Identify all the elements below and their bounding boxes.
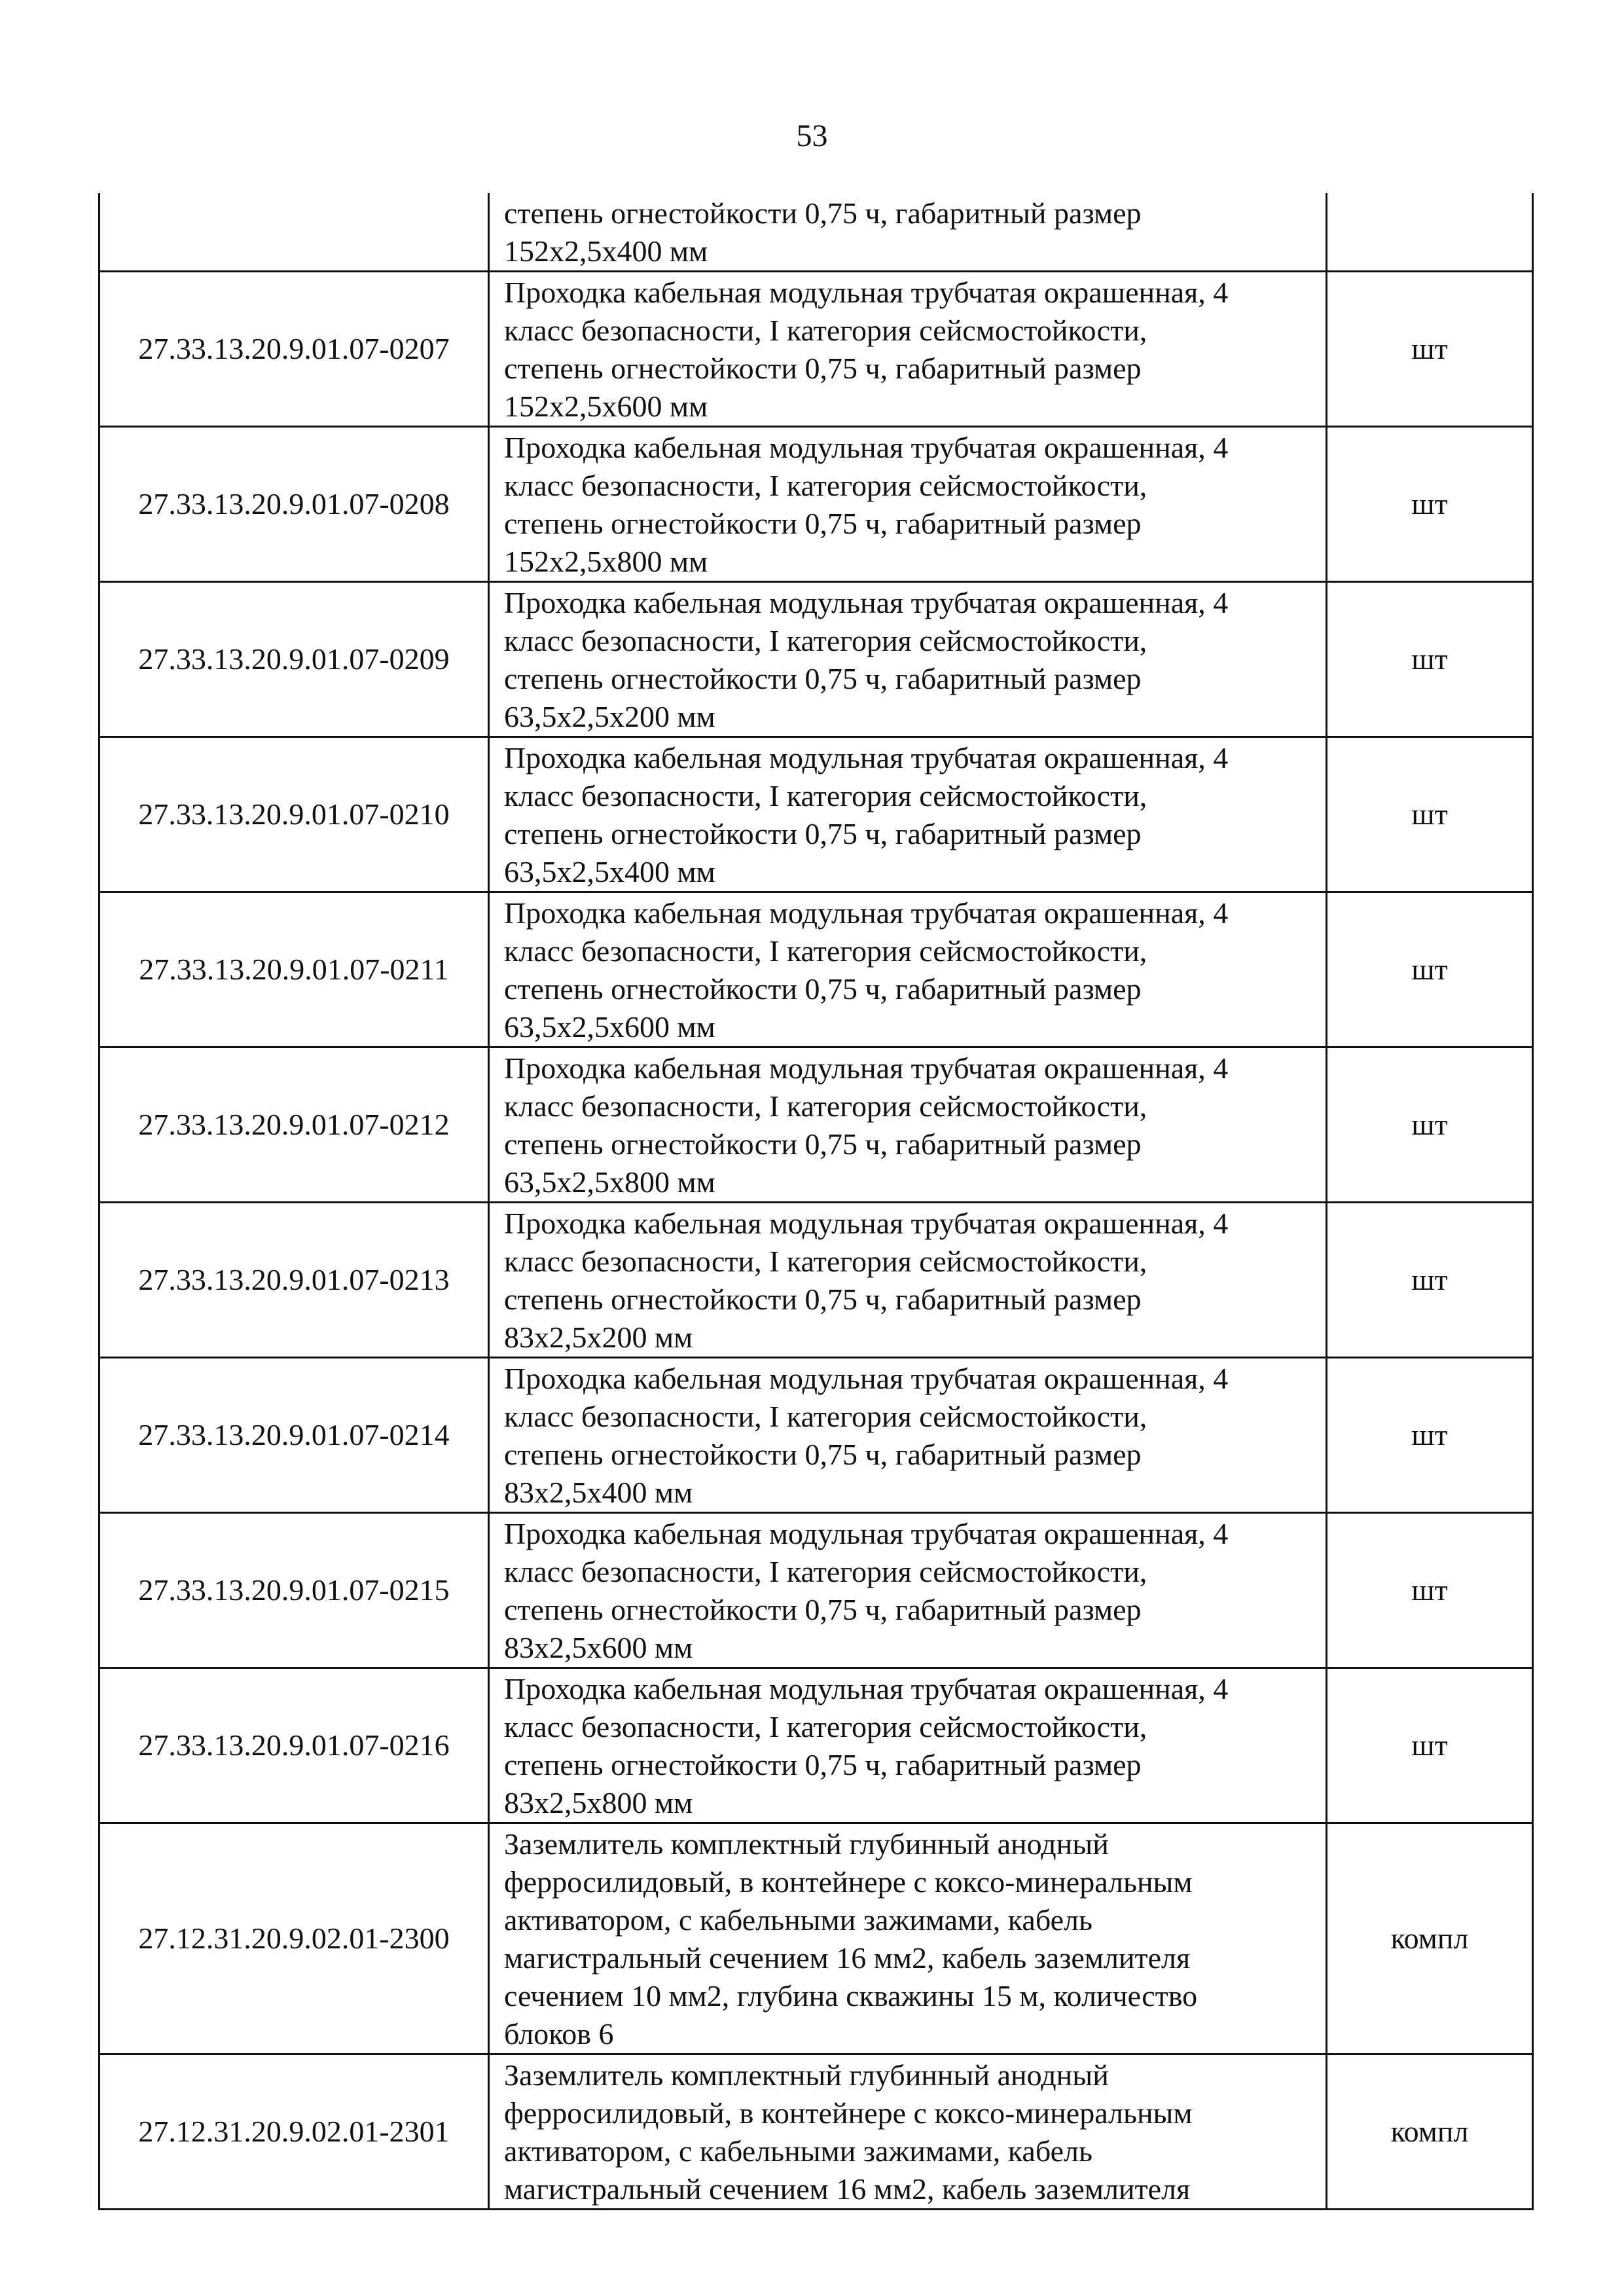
unit-of-measure-cell: компл: [1327, 2054, 1533, 2210]
table-row: [99, 737, 1533, 892]
unit-of-measure-cell: шт: [1327, 1048, 1533, 1203]
unit-of-measure-cell: шт: [1327, 1668, 1533, 1823]
description-line: активатором, с кабельными зажимами, кабель: [504, 1903, 1092, 1937]
description-line: ферросилидовый, в контейнере с коксо-минеральным: [504, 2096, 1193, 2130]
unit-of-measure-cell: шт: [1327, 892, 1533, 1048]
resource-description-cell: [489, 2054, 1327, 2210]
unit-of-measure-cell: шт: [1327, 582, 1533, 737]
resource-code-cell: 27.12.31.20.9.02.01-2301: [99, 2054, 489, 2210]
resource-table: [98, 193, 1534, 2210]
description-line: Проходка кабельная модульная трубчатая окрашенная, 4: [504, 1362, 1229, 1395]
unit-of-measure-cell: шт: [1327, 427, 1533, 582]
resource-code-cell: 27.33.13.20.9.01.07-0212: [99, 1048, 489, 1203]
description-line: степень огнестойкости 0,75 ч, габаритный размер: [504, 817, 1142, 850]
description-line: степень огнестойкости 0,75 ч, габаритный размер: [504, 1127, 1142, 1161]
description-line: Проходка кабельная модульная трубчатая окрашенная, 4: [504, 1207, 1229, 1240]
resource-description-cell: [489, 892, 1327, 1048]
description-line: степень огнестойкости 0,75 ч, габаритный размер: [504, 972, 1142, 1006]
resource-code-cell: 27.33.13.20.9.01.07-0214: [99, 1358, 489, 1513]
resource-code-cell: 27.33.13.20.9.01.07-0209: [99, 582, 489, 737]
description-line: Проходка кабельная модульная трубчатая окрашенная, 4: [504, 1051, 1229, 1085]
description-line: Заземлитель комплектный глубинный анодный: [504, 1827, 1109, 1861]
resource-code-cell: 27.33.13.20.9.01.07-0208: [99, 427, 489, 582]
description-line: 63,5х2,5х800 мм: [504, 1165, 715, 1199]
resource-code-cell: 27.12.31.20.9.02.01-2300: [99, 1823, 489, 2054]
table-body: [99, 193, 1533, 2210]
description-line: 63,5х2,5х400 мм: [504, 855, 715, 888]
description-line: 83х2,5х400 мм: [504, 1476, 693, 1509]
table-row: [99, 193, 1533, 272]
description-line: 83х2,5х800 мм: [504, 1786, 693, 1819]
description-line: Проходка кабельная модульная трубчатая окрашенная, 4: [504, 1517, 1229, 1550]
description-line: 83х2,5х600 мм: [504, 1631, 693, 1664]
resource-description-cell: [489, 1823, 1327, 2054]
description-line: класс безопасности, I категория сейсмостойкости,: [504, 779, 1147, 812]
description-line: класс безопасности, I категория сейсмостойкости,: [504, 624, 1147, 657]
description-line: Проходка кабельная модульная трубчатая окрашенная, 4: [504, 1672, 1229, 1705]
table-row: [99, 1048, 1533, 1203]
description-line: степень огнестойкости 0,75 ч, габаритный размер: [504, 1283, 1142, 1316]
resource-code-cell: 27.33.13.20.9.01.07-0213: [99, 1203, 489, 1358]
resource-description-cell: [489, 1203, 1327, 1358]
resource-code-cell: 27.33.13.20.9.01.07-0211: [99, 892, 489, 1048]
resource-description-cell: [489, 193, 1327, 272]
table-row: [99, 1668, 1533, 1823]
resource-code-cell: 27.33.13.20.9.01.07-0210: [99, 737, 489, 892]
description-line: 63,5х2,5х200 мм: [504, 700, 715, 733]
description-line: магистральный сечением 16 мм2, кабель заземлителя: [504, 2172, 1191, 2206]
description-line: Проходка кабельная модульная трубчатая окрашенная, 4: [504, 741, 1229, 774]
description-line: класс безопасности, I категория сейсмостойкости,: [504, 314, 1147, 347]
resource-code-cell: 27.33.13.20.9.01.07-0215: [99, 1513, 489, 1668]
resource-description-cell: [489, 1048, 1327, 1203]
description-line: Заземлитель комплектный глубинный анодный: [504, 2058, 1109, 2092]
table-row: [99, 427, 1533, 582]
description-line: класс безопасности, I категория сейсмостойкости,: [504, 1555, 1147, 1588]
description-line: степень огнестойкости 0,75 ч, габаритный размер: [504, 196, 1142, 230]
description-line: 83х2,5х200 мм: [504, 1321, 693, 1354]
resource-code-cell: 27.33.13.20.9.01.07-0216: [99, 1668, 489, 1823]
description-line: Проходка кабельная модульная трубчатая окрашенная, 4: [504, 896, 1229, 930]
description-line: сечением 10 мм2, глубина скважины 15 м, количество: [504, 1979, 1198, 2013]
resource-code-cell: 27.33.13.20.9.01.07-0207: [99, 272, 489, 427]
description-line: степень огнестойкости 0,75 ч, габаритный размер: [504, 1438, 1142, 1471]
resource-description-cell: [489, 272, 1327, 427]
resource-description-cell: [489, 1513, 1327, 1668]
table-row: [99, 1823, 1533, 2054]
description-line: степень огнестойкости 0,75 ч, габаритный размер: [504, 662, 1142, 695]
page-number: 53: [796, 118, 828, 153]
resource-description-cell: [489, 582, 1327, 737]
resource-description-cell: [489, 1358, 1327, 1513]
table-row: [99, 2054, 1533, 2210]
resource-description-cell: [489, 1668, 1327, 1823]
description-line: степень огнестойкости 0,75 ч, габаритный размер: [504, 507, 1142, 540]
unit-of-measure-cell: шт: [1327, 272, 1533, 427]
unit-of-measure-cell: шт: [1327, 1513, 1533, 1668]
resource-code-cell: [99, 193, 489, 272]
description-line: активатором, с кабельными зажимами, кабель: [504, 2134, 1092, 2168]
description-line: степень огнестойкости 0,75 ч, габаритный размер: [504, 1593, 1142, 1626]
description-line: класс безопасности, I категория сейсмостойкости,: [504, 1400, 1147, 1433]
resource-description-cell: [489, 737, 1327, 892]
description-line: класс безопасности, I категория сейсмостойкости,: [504, 1245, 1147, 1278]
description-line: степень огнестойкости 0,75 ч, габаритный размер: [504, 1748, 1142, 1781]
table-row: [99, 582, 1533, 737]
unit-of-measure-cell: [1327, 193, 1533, 272]
description-line: блоков 6: [504, 2017, 614, 2050]
description-line: Проходка кабельная модульная трубчатая окрашенная, 4: [504, 276, 1229, 309]
description-line: 152х2,5х600 мм: [504, 390, 708, 423]
description-line: магистральный сечением 16 мм2, кабель заземлителя: [504, 1941, 1191, 1975]
description-line: степень огнестойкости 0,75 ч, габаритный размер: [504, 352, 1142, 385]
description-line: класс безопасности, I категория сейсмостойкости,: [504, 1710, 1147, 1743]
description-line: класс безопасности, I категория сейсмостойкости,: [504, 1089, 1147, 1123]
table-row: [99, 1203, 1533, 1358]
table-row: [99, 892, 1533, 1048]
resource-description-cell: [489, 427, 1327, 582]
unit-of-measure-cell: шт: [1327, 1203, 1533, 1358]
description-line: ферросилидовый, в контейнере с коксо-минеральным: [504, 1865, 1193, 1899]
table-row: [99, 1358, 1533, 1513]
unit-of-measure-cell: компл: [1327, 1823, 1533, 2054]
description-line: 63,5х2,5х600 мм: [504, 1010, 715, 1044]
unit-of-measure-cell: шт: [1327, 1358, 1533, 1513]
unit-of-measure-cell: шт: [1327, 737, 1533, 892]
table-row: [99, 1513, 1533, 1668]
description-line: Проходка кабельная модульная трубчатая окрашенная, 4: [504, 431, 1229, 464]
table-row: [99, 272, 1533, 427]
description-line: класс безопасности, I категория сейсмостойкости,: [504, 934, 1147, 968]
description-line: 152х2,5х800 мм: [504, 545, 708, 578]
description-line: 152х2,5х400 мм: [504, 234, 708, 268]
description-line: класс безопасности, I категория сейсмостойкости,: [504, 469, 1147, 502]
description-line: Проходка кабельная модульная трубчатая окрашенная, 4: [504, 586, 1229, 619]
